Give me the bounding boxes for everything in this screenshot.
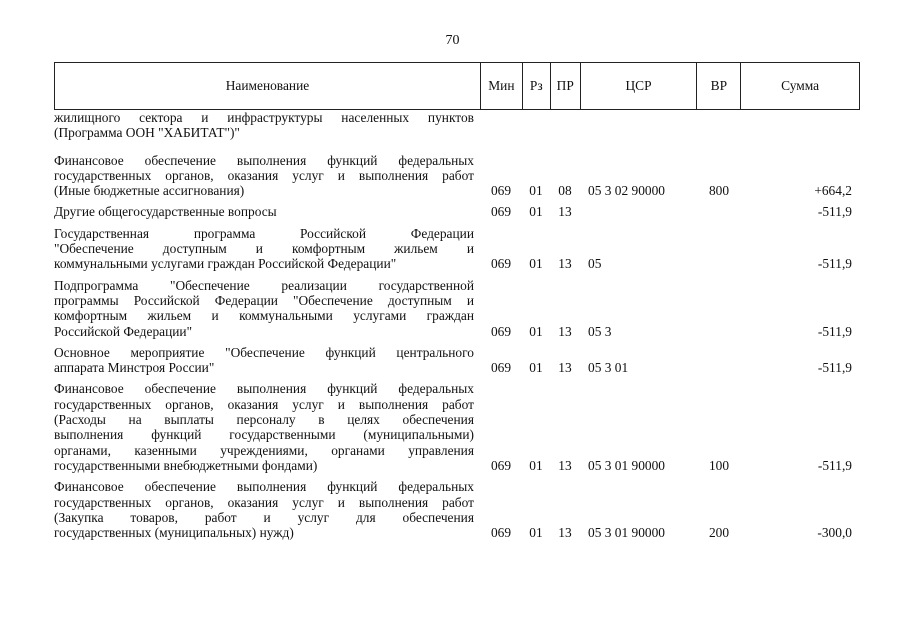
cell-csr: 05 3 02 90000 bbox=[588, 183, 665, 199]
row-name-line: программы Российской Федерации "Обеспечение доступным и bbox=[54, 292, 474, 308]
cell-sum: +664,2 bbox=[814, 183, 852, 199]
cell-rz: 01 bbox=[529, 204, 543, 220]
cell-vr: 100 bbox=[708, 457, 730, 473]
header-vr: ВР bbox=[696, 63, 740, 109]
row-name-line: выполнения функций государственными (муниципальными) bbox=[54, 427, 474, 443]
row-name-line: Финансовое обеспечение выполнения функций федеральных bbox=[54, 479, 474, 495]
cell-pr: 13 bbox=[558, 204, 572, 220]
header-pr: ПР bbox=[550, 63, 580, 109]
cell-pr: 08 bbox=[558, 183, 572, 199]
cell-sum: -511,9 bbox=[817, 360, 852, 376]
row-name bbox=[54, 479, 480, 540]
table-row bbox=[54, 345, 860, 376]
row-name-line: (Иные бюджетные ассигнования) bbox=[54, 183, 245, 199]
cell-rz: 01 bbox=[529, 183, 543, 199]
table-row bbox=[54, 381, 860, 473]
cell-csr: 05 3 01 bbox=[588, 360, 629, 376]
cell-min: 069 bbox=[490, 256, 512, 272]
cell-csr: 05 3 bbox=[588, 323, 612, 339]
cell-sum: -511,9 bbox=[817, 457, 852, 473]
header-rz: Рз bbox=[522, 63, 550, 109]
cell-sum: -511,9 bbox=[817, 256, 852, 272]
row-name-line: Финансовое обеспечение выполнения функций федеральных bbox=[54, 381, 474, 397]
row-name-line: Финансовое обеспечение выполнения функций федеральных bbox=[54, 152, 474, 168]
row-name-line: государственных (муниципальных) нужд) bbox=[54, 525, 294, 541]
cell-min: 069 bbox=[490, 525, 512, 541]
page-number: 70 bbox=[445, 33, 460, 48]
cell-min: 069 bbox=[490, 204, 512, 220]
table-header bbox=[54, 62, 860, 110]
cell-pr: 13 bbox=[558, 525, 572, 541]
row-name-line: аппарата Минстроя России" bbox=[54, 360, 215, 376]
row-name bbox=[54, 110, 480, 141]
table-row bbox=[54, 226, 860, 272]
row-name-line: "Обеспечение доступным и комфортным жильем и bbox=[54, 241, 474, 257]
row-name bbox=[54, 381, 480, 473]
row-name-line: Основное мероприятие "Обеспечение функций центрального bbox=[54, 344, 474, 360]
cell-vr: 800 bbox=[708, 183, 730, 199]
header-sum: Сумма bbox=[740, 63, 859, 109]
cell-rz: 01 bbox=[529, 525, 543, 541]
row-name-line: Государственная программа Российской Федерации bbox=[54, 225, 474, 241]
cell-rz: 01 bbox=[529, 323, 543, 339]
row-name bbox=[54, 204, 480, 219]
row-name-line: государственных органов, оказания услуг и выполнения работ bbox=[54, 167, 474, 183]
cell-csr: 05 3 01 90000 bbox=[588, 525, 665, 541]
cell-csr: 05 bbox=[588, 256, 602, 272]
row-name-line: Другие общегосударственные вопросы bbox=[54, 204, 277, 220]
table-row bbox=[54, 479, 860, 540]
cell-pr: 13 bbox=[558, 457, 572, 473]
table-row bbox=[54, 278, 860, 339]
row-name bbox=[54, 153, 480, 199]
row-name-line: (Расходы на выплаты персоналу в целях обеспечения bbox=[54, 412, 474, 428]
cell-min: 069 bbox=[490, 183, 512, 199]
table-row bbox=[54, 204, 860, 219]
cell-rz: 01 bbox=[529, 457, 543, 473]
cell-rz: 01 bbox=[529, 360, 543, 376]
cell-pr: 13 bbox=[558, 323, 572, 339]
cell-sum: -511,9 bbox=[817, 204, 852, 220]
table-row bbox=[54, 153, 860, 199]
table-row bbox=[54, 110, 860, 141]
cell-sum: -511,9 bbox=[817, 323, 852, 339]
cell-vr: 200 bbox=[708, 525, 730, 541]
row-name-line: жилищного сектора и инфраструктуры населенных пунктов bbox=[54, 110, 474, 125]
cell-min: 069 bbox=[490, 360, 512, 376]
cell-pr: 13 bbox=[558, 360, 572, 376]
cell-min: 069 bbox=[490, 323, 512, 339]
row-name-line: государственных органов, оказания услуг и выполнения работ bbox=[54, 396, 474, 412]
row-name-line: государственных органов, оказания услуг и выполнения работ bbox=[54, 494, 474, 510]
row-name bbox=[54, 278, 480, 339]
row-name-line: органами, казенными учреждениями, органами управления bbox=[54, 442, 474, 458]
header-min: Мин bbox=[480, 63, 522, 109]
header-name: Наименование bbox=[225, 78, 310, 93]
row-name bbox=[54, 226, 480, 272]
row-name-line: (Программа ООН "ХАБИТАТ")" bbox=[54, 125, 240, 141]
row-name-line: (Закупка товаров, работ и услуг для обеспечения bbox=[54, 509, 474, 525]
cell-csr: 05 3 01 90000 bbox=[588, 457, 665, 473]
table-body bbox=[54, 110, 860, 540]
cell-pr: 13 bbox=[558, 256, 572, 272]
row-name-line: комфортным жильем и коммунальными услугами граждан bbox=[54, 308, 474, 324]
cell-rz: 01 bbox=[529, 256, 543, 272]
cell-min: 069 bbox=[490, 457, 512, 473]
row-name-line: Подпрограмма "Обеспечение реализации государственной bbox=[54, 277, 474, 293]
row-name-line: коммунальными услугами граждан Российской Федерации" bbox=[54, 256, 397, 272]
row-name bbox=[54, 345, 480, 376]
header-csr: ЦСР bbox=[580, 63, 697, 109]
row-name-line: Российской Федерации" bbox=[54, 323, 193, 339]
row-name-line: государственными внебюджетными фондами) bbox=[54, 457, 318, 473]
cell-sum: -300,0 bbox=[817, 525, 852, 541]
